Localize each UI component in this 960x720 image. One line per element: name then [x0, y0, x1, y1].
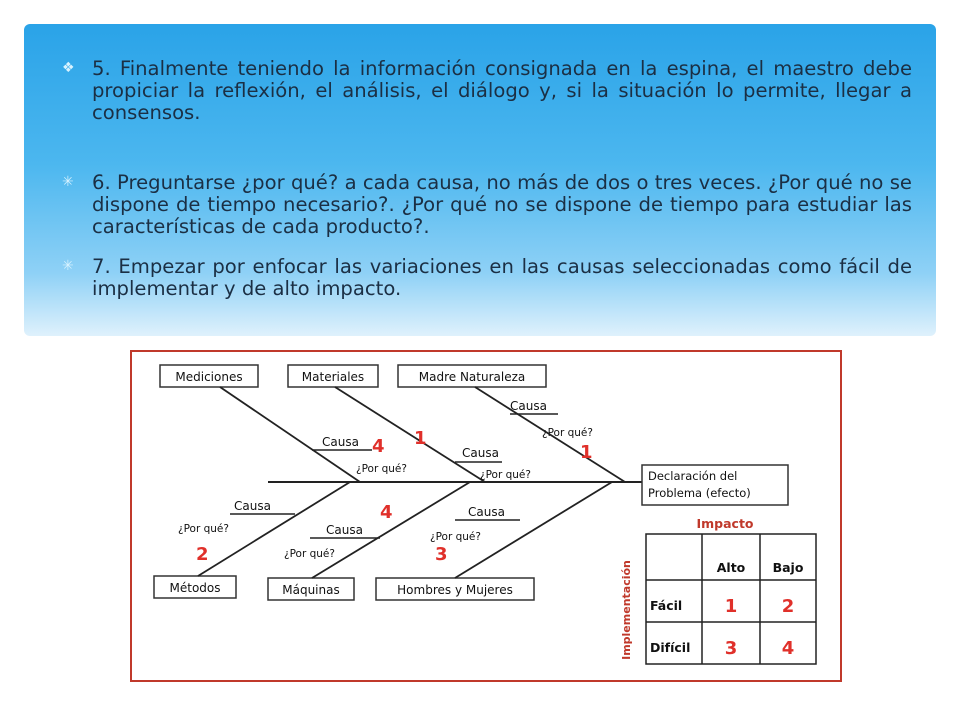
cause-label: Causa — [234, 499, 271, 513]
priority-number: 3 — [435, 544, 448, 565]
priority-number: 4 — [372, 436, 385, 457]
category-box-mediciones — [160, 365, 258, 387]
category-box-materiales — [288, 365, 378, 387]
bullet-step-5 — [62, 58, 912, 124]
matrix-side-label: Implementación — [620, 560, 633, 660]
matrix-col-alto: Alto — [716, 560, 746, 575]
why-label: ¿Por qué? — [284, 548, 335, 560]
fishbone-diagram — [130, 350, 842, 682]
category-label: Materiales — [301, 370, 365, 384]
cause-label: Causa — [322, 435, 359, 449]
cause-label: Causa — [462, 446, 499, 460]
matrix-row-facil: Fácil — [650, 598, 683, 613]
effect-label-line1: Declaración del — [648, 469, 738, 483]
matrix-cell: 1 — [724, 596, 738, 617]
category-box-madre-naturaleza — [398, 365, 546, 387]
category-box-maquinas — [268, 578, 354, 600]
bullet-step-7 — [62, 256, 912, 300]
matrix-cell: 2 — [781, 596, 795, 617]
why-label: ¿Por qué? — [480, 469, 531, 481]
category-label: Madre Naturaleza — [418, 370, 526, 384]
priority-number: 4 — [380, 502, 393, 523]
asterisk-bullet-icon: ✳ — [62, 258, 74, 274]
matrix-cell: 3 — [724, 638, 738, 659]
asterisk-bullet-icon: ✳ — [62, 174, 74, 190]
matrix-cell: 4 — [781, 638, 795, 659]
bullet-text: 6. Preguntarse ¿por qué? a cada causa, no más de dos o tres veces. ¿Por qué no se dispone de tiempo necesario?. ¿Por qué no se dispone de tiempo para estudiar las características de cada producto?. — [92, 171, 912, 238]
diamond-bullet-icon: ❖ — [62, 60, 75, 76]
category-box-metodos — [154, 576, 236, 598]
matrix-col-bajo: Bajo — [772, 560, 804, 575]
category-label: Hombres y Mujeres — [397, 583, 513, 597]
bullet-step-6 — [62, 172, 912, 238]
why-label: ¿Por qué? — [542, 427, 593, 439]
category-label: Mediciones — [175, 370, 243, 384]
priority-number: 1 — [580, 442, 593, 463]
matrix-row-dificil: Difícil — [650, 640, 691, 655]
matrix-title: Impacto — [696, 516, 754, 531]
effect-box — [642, 465, 788, 505]
cause-label: Causa — [510, 399, 547, 413]
why-label: ¿Por qué? — [356, 463, 407, 475]
bullet-text: 7. Empezar por enfocar las variaciones en las causas seleccionadas como fácil de implementar y de alto impacto. — [92, 255, 912, 300]
category-label: Métodos — [169, 581, 221, 595]
category-box-hombres-mujeres — [376, 578, 534, 600]
priority-number: 2 — [196, 544, 209, 565]
priority-number: 1 — [414, 428, 427, 449]
cause-label: Causa — [468, 505, 505, 519]
effect-label-line2: Problema (efecto) — [648, 486, 751, 500]
why-label: ¿Por qué? — [178, 523, 229, 535]
category-label: Máquinas — [282, 583, 340, 597]
why-label: ¿Por qué? — [430, 531, 481, 543]
bullet-text: 5. Finalmente teniendo la información consignada en la espina, el maestro debe propiciar la reflexión, el análisis, el diálogo y, si la situación lo permite, llegar a consensos. — [92, 57, 912, 124]
cause-label: Causa — [326, 523, 363, 537]
